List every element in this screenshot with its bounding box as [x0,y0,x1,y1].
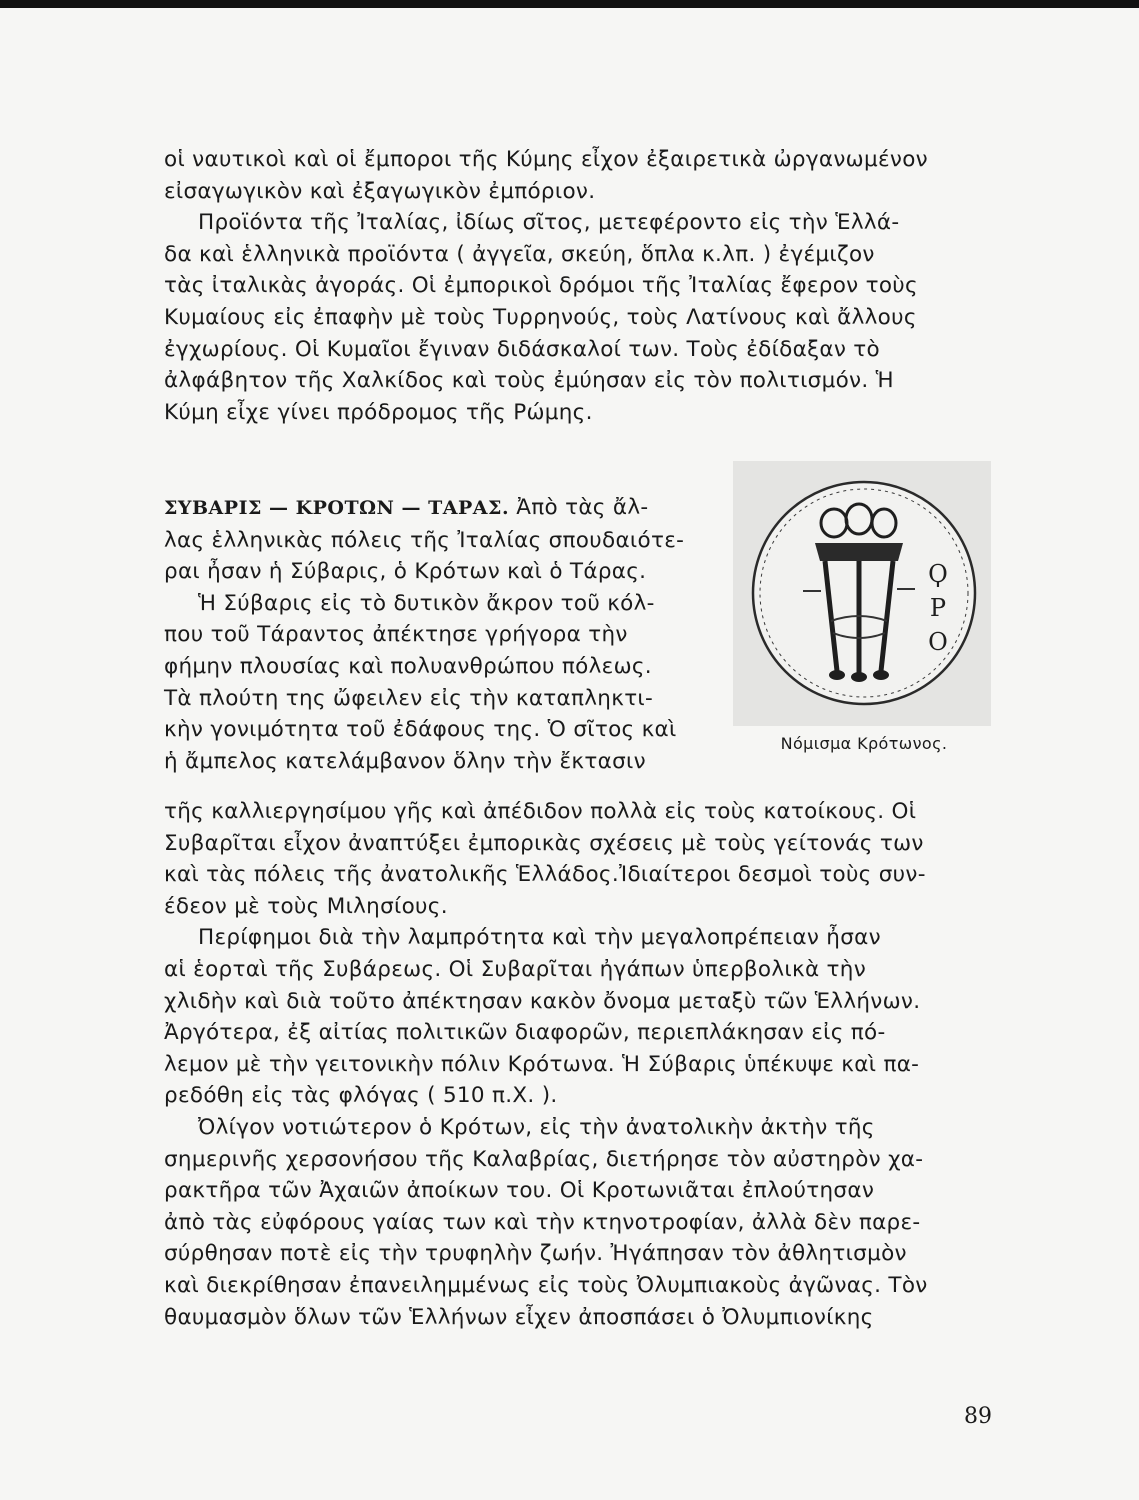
text-line: Συβαρῖται εἶχον ἀναπτύξει ἐμπορικὰς σχέσεις μὲ τοὺς γείτονάς των [164,830,924,856]
text-line: φήμην πλουσίας καὶ πολυανθρώπου πόλεως. [164,653,652,679]
text-line: Ἡ Σύβαρις εἰς τὸ δυτικὸν ἄκρον τοῦ κόλ- [198,590,655,616]
text-line [164,492,709,525]
text-line: Ὀλίγον νοτιώτερον ὁ Κρότων, εἰς τὴν ἀνατολικὴν ἀκτὴν τῆς [198,1114,875,1140]
text-line: λας ἑλληνικὰς πόλεις τῆς Ἰταλίας σπουδαιότε- [164,527,685,553]
text-block-heading [164,492,709,777]
text-line: θαυμασμὸν ὅλων τῶν Ἑλλήνων εἶχεν ἀποσπάσει ὁ Ὀλυμπιονίκης [164,1304,874,1330]
text-line: χλιδὴν καὶ διὰ τοῦτο ἀπέκτησαν κακὸν ὄνομα μεταξὺ τῶν Ἑλλήνων. [164,988,921,1014]
text-line: σύρθησαν ποτὲ εἰς τὴν τρυφηλὴν ζωήν. Ἠγάπησαν τὸν ἀθλητισμὸν [164,1241,907,1267]
text-line: καὶ διεκρίθησαν ἐπανειλημμένως εἰς τοὺς Ὀλυμπιακοὺς ἀγῶνας. Τὸν [164,1272,928,1298]
text-line: αἱ ἑορταὶ τῆς Συβάρεως. Οἱ Συβαρῖται ἠγάπων ὑπερβολικὰ τὴν [164,956,867,982]
section-heading: ΣΥΒΑΡΙΣ — ΚΡΟΤΩΝ — ΤΑΡΑΣ. [164,497,510,519]
text-line: δα καὶ ἑλληνικὰ προϊόντα ( ἀγγεῖα, σκεύη, ὅπλα κ.λπ. ) ἐγέμιζον [164,241,875,267]
text-line: Τὰ πλούτη της ὤφειλεν εἰς τὴν καταπληκτι- [164,685,654,711]
text-block-intro [164,144,994,428]
text-fragment: Ἀπὸ τὰς ἄλ- [516,495,649,520]
coin-image [733,461,991,726]
text-line: οἱ ναυτικοὶ καὶ οἱ ἔμποροι τῆς Κύμης εἶχον ἐξαιρετικὰ ὠργανωμένον [164,147,928,172]
page-number: 89 [964,1404,992,1429]
coin-drawing [733,461,991,726]
top-border [0,0,1139,8]
text-line: που τοῦ Τάραντος ἀπέκτησε γρήγορα τὴν [164,622,628,648]
text-line: ἡ ἄμπελος κατελάμβανον ὅλην τὴν ἔκτασιν [164,748,646,774]
text-line: κὴν γονιμότητα τοῦ ἐδάφους της. Ὁ σῖτος καὶ [164,717,677,743]
text-line: εἰσαγωγικὸν καὶ ἐξαγωγικὸν ἐμπόριον. [164,178,596,204]
text-line: ἐγχωρίους. Οἱ Κυμαῖοι ἔγιναν διδάσκαλοί των. Τοὺς ἐδίδαξαν τὸ [164,336,880,362]
text-line: Ἀργότερα, ἐξ αἰτίας πολιτικῶν διαφορῶν, περιεπλάκησαν εἰς πό- [164,1020,886,1046]
text-line: σημερινῆς χερσονήσου τῆς Καλαβρίας, διετήρησε τὸν αὐστηρὸν χα- [164,1146,924,1172]
text-block-main [164,796,994,1333]
text-line: έδεον μὲ τοὺς Μιλησίους. [164,893,448,919]
text-line: Περίφημοι διὰ τὴν λαμπρότητα καὶ τὴν μεγαλοπρέπειαν ἦσαν [198,925,881,951]
text-line: καὶ τὰς πόλεις τῆς ἀνατολικῆς Ἑλλάδος.Ἰδιαίτεροι δεσμοὶ τοὺς συν- [164,862,926,888]
text-line: ραι ἦσαν ἡ Σύβαρις, ὁ Κρότων καὶ ὁ Τάρας. [164,559,647,585]
text-line: Κυμαίους εἰς ἐπαφὴν μὲ τοὺς Τυρρηνούς, τοὺς Λατίνους καὶ ἄλλους [164,304,917,330]
text-line: τὰς ἰταλικὰς ἀγοράς. Οἱ ἐμπορικοὶ δρόμοι τῆς Ἰταλίας ἔφερον τοὺς [164,273,918,299]
coin-caption: Νόμισμα Κρότωνος. [780,734,948,753]
text-line: Προϊόντα τῆς Ἰταλίας, ἰδίως σῖτος, μετεφέροντο εἰς τὴν Ἑλλά- [198,210,900,236]
text-line: λεμον μὲ τὴν γειτονικὴν πόλιν Κρότωνα. Ἡ Σύβαρις ὑπέκυψε καὶ πα- [164,1051,920,1077]
text-line: ρεδόθη εἰς τὰς φλόγας ( 510 π.Χ. ). [164,1083,558,1109]
text-line: Κύμη εἶχε γίνει πρόδρομος τῆς Ρώμης. [164,399,593,425]
text-line: ἀλφάβητον τῆς Χαλκίδος καὶ τοὺς ἐμύησαν εἰς τὸν πολιτισμόν. Ἡ [164,368,894,394]
text-line: ἀπὸ τὰς εὐφόρους γαίας των καὶ τὴν κτηνοτροφίαν, ἀλλὰ δὲν παρε- [164,1209,921,1235]
coin-legend: ϘΡΟ [928,560,948,656]
text-line: ρακτῆρα τῶν Ἀχαιῶν ἀποίκων του. Οἱ Κροτωνιᾶται ἐπλούτησαν [164,1178,875,1204]
text-line: τῆς καλλιεργησίμου γῆς καὶ ἀπέδιδον πολλὰ εἰς τοὺς κατοίκους. Οἱ [164,799,917,824]
